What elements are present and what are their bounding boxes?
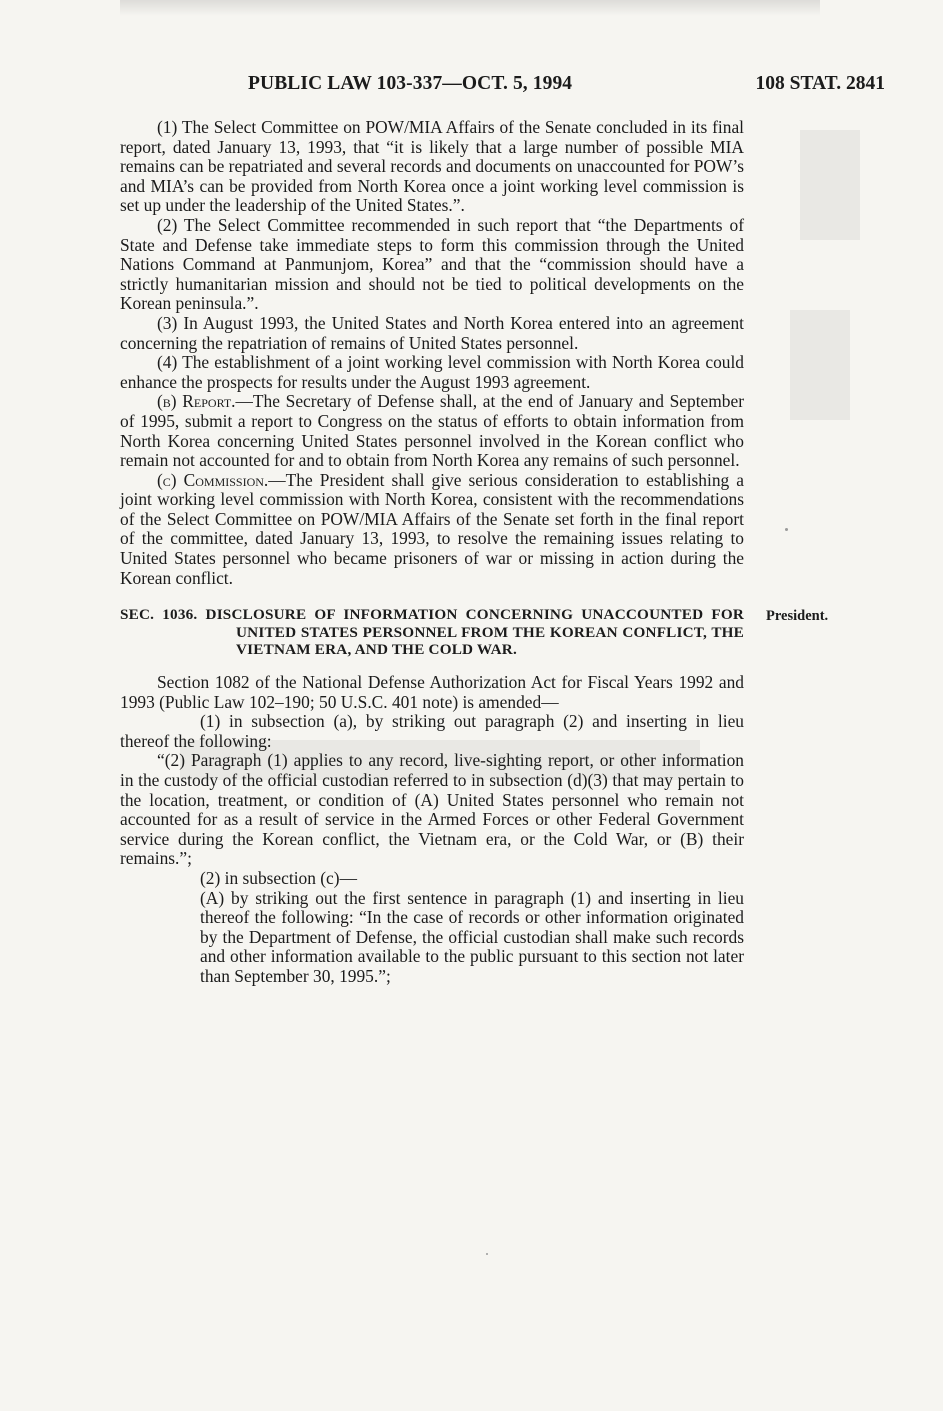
finding-4: (4) The establishment of a joint working level commission with North Korea could enhance the prospects for results under the August 1993 agreement. [120, 352, 744, 392]
amendment-1-quote: “(2) Paragraph (1) applies to any record, live-sighting report, or other information in the custody of the official custodian referred to in subsection (d)(3) that may pertain to the location, treatment, or condition of (A) United States personnel who remain not accounted for as a result of service in the Armed Forces or other Federal Government service during the Korean conflict, the Vietnam era, or the Cold War, or (B) their remains.”; [120, 750, 744, 869]
subsection-c [120, 471, 744, 589]
scan-speck [486, 1253, 488, 1255]
finding-1: (1) The Select Committee on POW/MIA Affairs of the Senate concluded in its final report, dated January 13, 1993, that “it is likely that a large number of possible MIA remains can be repatriated and several records and documents on unaccounted for POW’s and MIA’s can be provided from North Korea once a joint working level commission is set up under the leadership of the United States.”. [120, 117, 744, 216]
bleed-through-2 [790, 310, 850, 420]
amendment-2a: (A) by striking out the first sentence in paragraph (1) and inserting in lieu thereof the following: “In the case of records or other information originated by the Department of Defense, the official custodian shall make such records and other information available to the public pursuant to this section not later than September 30, 1995.”; [200, 887, 744, 986]
subsection-c-text: —The President shall give serious consideration to establishing a joint working level commission with North Korea, consistent with the recommendations of the Select Committee on POW/MIA Affairs of the Senate set forth in the final report of the committee, dated January 13, 1993, to resolve the remaining issues relating to United States personnel who became prisoners of war or missing in action during the Korean conflict. [120, 469, 745, 588]
page-header-stat: 108 STAT. 2841 [755, 73, 885, 94]
finding-3: (3) In August 1993, the United States and North Korea entered into an agreement concerning the repatriation of remains of United States personnel. [120, 312, 744, 353]
subsection-b-label: (b) Report. [157, 391, 236, 412]
subsection-b-text: —The Secretary of Defense shall, at the end of January and September of 1995, submit a report to Congress on the status of efforts to obtain information from North Korea concerning United States personnel involved in the Korean conflict who remain not accounted for and to obtain from North Korea any remains of such personnel. [120, 391, 744, 471]
page-header-title: PUBLIC LAW 103-337—OCT. 5, 1994 [248, 73, 573, 94]
margin-note: President. [766, 608, 829, 624]
scan-speck [785, 528, 788, 531]
subsection-b [120, 392, 744, 470]
finding-2: (2) The Select Committee recommended in such report that “the Departments of State and Defense take immediate steps to form this commission through the United Nations Command at Panmunjom, Korea” and that the “commission should have a strictly humanitarian mission and should not be tied to political developments on the Korean peninsula.”. [120, 214, 744, 314]
amendment-1: (1) in subsection (a), by striking out paragraph (2) and inserting in lieu thereof the following: [120, 711, 744, 751]
amendment-2: (2) in subsection (c)— [200, 867, 357, 888]
scan-top-shadow [120, 0, 820, 16]
section-intro: Section 1082 of the National Defense Authorization Act for Fiscal Years 1992 and 1993 (Public Law 102–190; 50 U.S.C. 401 note) is amended— [120, 672, 744, 712]
document-body [120, 118, 744, 987]
subsection-c-label: (c) Commission. [157, 469, 269, 490]
section-heading: SEC. 1036. DISCLOSURE OF INFORMATION CONCERNING UNACCOUNTED FOR UNITED STATES PERSONNEL FROM THE KOREAN CONFLICT, THE VIETNAM ERA, AND THE COLD WAR. [120, 606, 744, 659]
bleed-through-1 [800, 130, 860, 240]
